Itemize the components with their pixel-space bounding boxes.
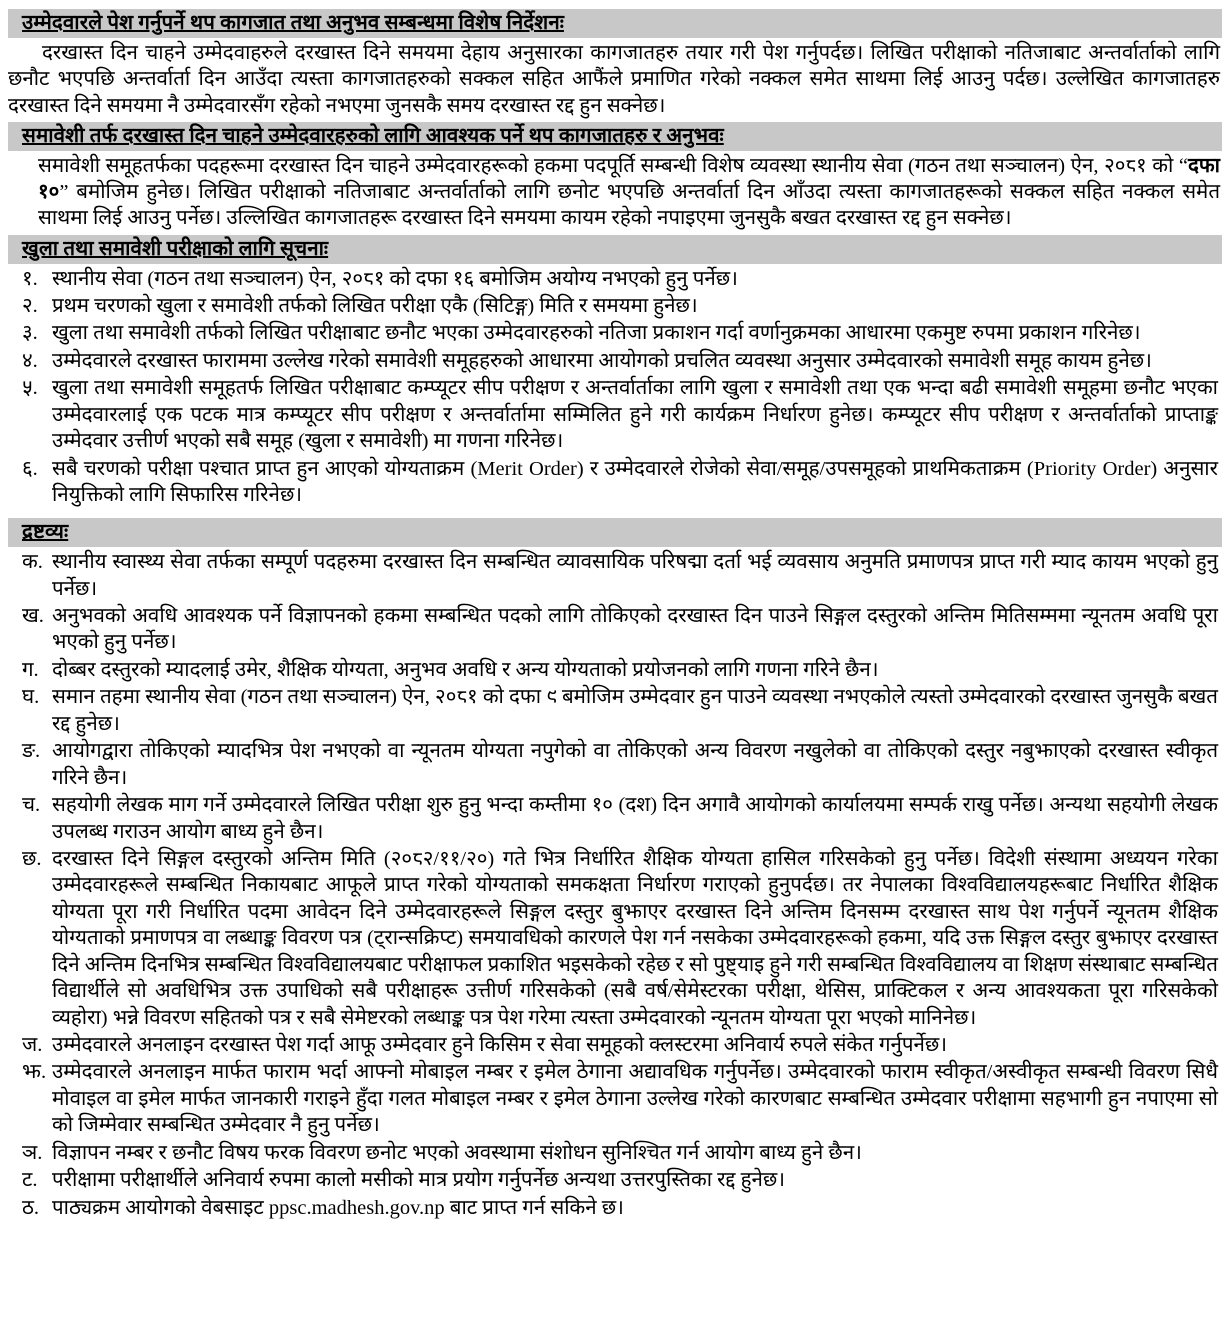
spacer <box>8 509 1222 515</box>
list-item-text: अनुभवको अवधि आवश्यक पर्ने विज्ञापनको हकमा सम्बन्धित पदको लागि तोकिएको दरखास्त दिन पाउने सिङ्गल दस्तुरको अन्तिम मितिसम्ममा न्यूनतम अवधि पूरा भएको हुनु पर्नेछ। <box>52 605 1218 654</box>
paragraph-inclusive-documents <box>8 153 1220 232</box>
list-item-text: परीक्षामा परीक्षार्थीले अनिवार्य रुपमा कालो मसीको मात्र प्रयोग गर्नुपर्नेछ अन्यथा उत्तरपुस्तिका रद्द हुनेछ। <box>52 1169 785 1192</box>
list-item <box>8 549 1222 602</box>
list-item-marker: २. <box>22 294 38 317</box>
list-item <box>8 348 1222 374</box>
list-item-text: विज्ञापन नम्बर र छनौट विषय फरक विवरण छनोट भएको अवस्थामा संशोधन सुनिश्चित गर्न आयोग बाध्य हुने छैन। <box>52 1141 862 1164</box>
list-item-text: प्रथम चरणको खुला र समावेशी तर्फको लिखित परीक्षा एकै (सिटिङ्ग) मिति र समयमा हुनेछ। <box>52 294 698 317</box>
list-item-marker: ञ. <box>22 1141 43 1164</box>
list-item <box>8 456 1222 509</box>
list-item-marker: ५. <box>22 377 38 400</box>
list-item-marker: ङ. <box>22 740 41 763</box>
list-item <box>8 266 1222 292</box>
section-heading-inclusive-documents <box>8 122 1222 151</box>
list-item-marker: झ. <box>22 1061 47 1084</box>
paragraph-part-after: ” बमोजिम हुनेछ। लिखित परीक्षाको नतिजाबाट अन्तर्वार्ताको लागि छनोट भएपछि अन्तर्वार्ता दिन आँउदा त्यस्ता कागजातहरूको सक्कल सहित नक्कल समेत साथमा लिई आउनु पर्नेछ। उल्लिखित कागजातहरू दरखास्त दिने समयमा कायम रहेको नपाइएमा जुनसुकै बखत दरखास्त रद्द हुन सक्नेछ। <box>38 181 1220 230</box>
list-item-text: खुला तथा समावेशी तर्फको लिखित परीक्षाबाट छनौट भएका उम्मेदवारहरुको नतिजा प्रकाशन गर्दा वर्णानुक्रमका आधारमा एकमुष्ट रुपमा प्रकाशन गरिनेछ। <box>52 322 1141 345</box>
paragraph-extra-documents: दरखास्त दिन चाहने उम्मेदवाहरुले दरखास्त दिने समयमा देहाय अनुसारका कागजातहरु तयार गरी पेश गर्नुपर्दछ। लिखित परीक्षाको नतिजाबाट अन्तर्वार्ताको लागि छनौट भएपछि अन्तर्वार्ता दिन आउँदा त्यस्ता कागजातहरुको सक्कल सहित आफैंले प्रमाणित गरेको नक्कल समेत साथमा लिई आउनु पर्दछ। उल्लेखित कागजातहरु दरखास्त दिने समयमा नै उम्मेदवारसँग रहेको नभएमा जुनसकै समय दरखास्त रद्द हुन सक्नेछ। <box>8 41 1220 117</box>
list-item-text: सबै चरणको परीक्षा पश्चात प्राप्त हुन आएको योग्यताक्रम (Merit Order) र उम्मेदवारले रोजेको सेवा/समूह/उपसमूहको प्राथमिकताक्रम (Priority Order) अनुसार नियुक्तिको लागि सिफारिस गरिनेछ। <box>52 457 1218 507</box>
notes-list <box>8 549 1222 1221</box>
section-heading-text: समावेशी तर्फ दरखास्त दिन चाहने उम्मेदवारहरुको लागि आवश्यक पर्ने थप कागजातहरु र अनुभवः <box>22 124 724 147</box>
list-item-marker: ज. <box>22 1034 43 1056</box>
list-item-marker: घ. <box>22 686 40 709</box>
section-heading-text: खुला तथा समावेशी परीक्षाको लागि सूचनाः <box>22 237 329 260</box>
list-item-marker: क. <box>22 551 43 574</box>
list-item <box>8 320 1222 346</box>
list-item-marker: च. <box>22 794 41 817</box>
list-item <box>8 603 1222 656</box>
list-item-marker: ग. <box>22 658 39 681</box>
list-item-marker: ठ. <box>22 1196 40 1219</box>
list-item <box>8 1032 1222 1058</box>
section-heading-extra-documents <box>8 9 1222 38</box>
section-heading-notes <box>8 518 1222 547</box>
list-item <box>8 846 1222 1031</box>
section-heading-text: द्रष्टव्यः <box>22 521 69 544</box>
list-item <box>8 293 1222 319</box>
paragraph-part-emphasis: दफा १० <box>38 154 1220 204</box>
list-item <box>8 684 1222 737</box>
list-item <box>8 1140 1222 1166</box>
list-item-text: दोब्बर दस्तुरको म्यादलाई उमेर, शैक्षिक योग्यता, अनुभव अवधि र अन्य योग्यताको प्रयोजनको लागि गणना गरिने छैन। <box>52 658 879 681</box>
list-item-text: खुला तथा समावेशी समूहतर्फ लिखित परीक्षाबाट कम्प्यूटर सीप परीक्षण र अन्तर्वार्ताका लागि खुला र समावेशी तथा एक भन्दा बढी समावेशी समूहमा छनौट भएका उम्मेदवारलाई एक पटक मात्र कम्प्यूटर सीप परीक्षण र अन्तर्वार्तामा सम्मिलित हुने गरी कार्यक्रम निर्धारण हुनेछ। कम्प्यूटर सीप परीक्षण र अन्तर्वार्ताको प्राप्ताङ्क उम्मेदवार उत्तीर्ण भएको सबै समूह (खुला र समावेशी) मा गणना गरिनेछ। <box>52 377 1218 453</box>
list-item <box>8 375 1222 454</box>
list-item-text: पाठ्यक्रम आयोगको वेबसाइट ppsc.madhesh.gov.np बाट प्राप्त गर्न सकिने छ। <box>52 1196 624 1219</box>
list-item-marker: ट. <box>22 1169 38 1192</box>
list-item-marker: ४. <box>22 349 38 372</box>
list-item-text: दरखास्त दिने सिङ्गल दस्तुरको अन्तिम मिति (२०८२/११/२०) गते भित्र निर्धारित शैक्षिक योग्यता हासिल गरिसकेको हुनु पर्नेछ। विदेशी संस्थामा अध्ययन गरेका उम्मेदवारहरूले सम्बन्धित निकायबाट आफूले प्राप्त गरेको योग्यताको समकक्षता निर्धारण गराएको हुनुपर्दछ। तर नेपालका विश्वविद्यालयहरूबाट निर्धारित शैक्षिक योग्यता पूरा गरी निर्धारित पदमा आवेदन दिने उम्मेदवारहरूले सिङ्गल दस्तुर बुझाएर दरखास्त दिने अन्तिम दिनसम्म दरखास्त साथ पेश गर्नुपर्ने न्यूनतम शैक्षिक योग्यताको प्रमाणपत्र वा लब्धाङ्क विवरण पत्र (ट्रान्सक्रिप्ट) समयावधिको कारणले पेश गर्न नसकेका उम्मेदवारहरूको हकमा, यदि उक्त सिङ्गल दस्तुर बुझाएर दरखास्त दिने अन्तिम दिनभित्र सम्बन्धित विश्वविद्यालयबाट परीक्षाफल प्रकाशित भइसकेको रहेछ र सो पुष्ट्याइ हुने गरी सम्बन्धित विश्वविद्यालय वा शिक्षण संस्थाबाट सम्बन्धित विद्यार्थीले सो अवधिभित्र उक्त उपाधिको सबै परीक्षाहरू उत्तीर्ण गरिसकेको (सबै वर्ष/सेमेस्टरका परीक्षा, थेसिस, प्राक्टिकल र अन्य आवश्यकता पूरा गरिसकेको व्यहोरा) भन्ने विवरण सहितको पत्र र सबै सेमेष्टरको लब्धाङ्क पत्र पेश गरेमा त्यस्ता उम्मेदवारको न्यूनतम योग्यता पूरा भएको मानिनेछ। <box>52 847 1218 1029</box>
list-item <box>8 738 1222 791</box>
list-item-marker: ३. <box>22 322 38 345</box>
list-item-marker: छ. <box>22 847 42 870</box>
list-item-text: उम्मेदवारले अनलाइन मार्फत फाराम भर्दा आफ्नो मोबाइल नम्बर र इमेल ठेगाना अद्यावधिक गर्नुपर्नेछ। उम्मेदवारको फाराम स्वीकृत/अस्वीकृत सम्बन्धी विवरण सिधै मोवाइल वा इमेल मार्फत जानकारी गराइने हुँदा गलत मोबाइल नम्बर र इमेल ठेगाना उल्लेख गरेको कारणबाट सम्बन्धित उम्मेदवार परीक्षामा सहभागी हुन नपाएमा सो को जिम्मेवार सम्बन्धित उम्मेदवार नै हुनु पर्नेछ। <box>52 1061 1218 1137</box>
list-item-text: आयोगद्वारा तोकिएको म्यादभित्र पेश नभएको वा न्यूनतम योग्यता नपुगेको वा तोकिएको अन्य विवरण नखुलेको वा तोकिएको दस्तुर नबुझाएको दरखास्त स्वीकृत गरिने छैन। <box>52 740 1218 789</box>
list-item-marker: ६. <box>22 457 38 480</box>
paragraph-part-before: समावेशी समूहतर्फका पदहरूमा दरखास्त दिन चाहने उम्मेदवारहरूको हकमा पदपूर्ति सम्बन्धी विशेष व्यवस्था स्थानीय सेवा (गठन तथा सञ्चालन) ऐन, २०८१ को “ <box>38 154 1188 177</box>
list-item-text: सहयोगी लेखक माग गर्ने उम्मेदवारले लिखित परीक्षा शुरु हुनु भन्दा कम्तीमा १० (दश) दिन अगावै आयोगको कार्यालयमा सम्पर्क राखु पर्नेछ। अन्यथा सहयोगी लेखक उपलब्ध गराउन आयोग बाध्य हुने छैन। <box>52 794 1218 843</box>
list-item <box>8 1059 1222 1138</box>
list-item-text: उम्मेदवारले अनलाइन दरखास्त पेश गर्दा आफू उम्मेदवार हुने किसिम र सेवा समूहको क्लस्टरमा अनिवार्य रुपले संकेत गर्नुपर्नेछ। <box>52 1034 948 1056</box>
exam-notice-list <box>8 266 1222 509</box>
list-item-marker: १. <box>22 267 38 290</box>
list-item <box>8 1195 1222 1221</box>
section-heading-text: उम्मेदवारले पेश गर्नुपर्ने थप कागजात तथा अनुभव सम्बन्धमा विशेष निर्देशनः <box>22 12 564 34</box>
list-item <box>8 792 1222 845</box>
list-item-text: उम्मेदवारले दरखास्त फाराममा उल्लेख गरेको समावेशी समूहहरुको आधारमा आयोगको प्रचलित व्यवस्था अनुसार उम्मेदवारको समावेशी समूह कायम हुनेछ। <box>52 349 1152 372</box>
list-item-text: समान तहमा स्थानीय सेवा (गठन तथा सञ्चालन) ऐन, २०८१ को दफा ९ बमोजिम उम्मेदवार हुन पाउने व्यवस्था नभएकोले त्यस्तो उम्मेदवारको दरखास्त जुनसुकै बखत रद्द हुनेछ। <box>52 686 1218 735</box>
list-item <box>8 1167 1222 1193</box>
list-item-text: स्थानीय सेवा (गठन तथा सञ्चालन) ऐन, २०८१ को दफा १६ बमोजिम अयोग्य नभएको हुनु पर्नेछ। <box>52 267 738 290</box>
list-item-text: स्थानीय स्वास्थ्य सेवा तर्फका सम्पूर्ण पदहरुमा दरखास्त दिन सम्बन्धित व्यावसायिक परिषद्मा दर्ता भई व्यवसाय अनुमति प्रमाणपत्र प्राप्त गरी म्याद कायम भएको हुनु पर्नेछ। <box>52 551 1218 600</box>
section-heading-exam-notice <box>8 235 1222 264</box>
list-item-marker: ख. <box>22 605 44 627</box>
list-item <box>8 657 1222 683</box>
